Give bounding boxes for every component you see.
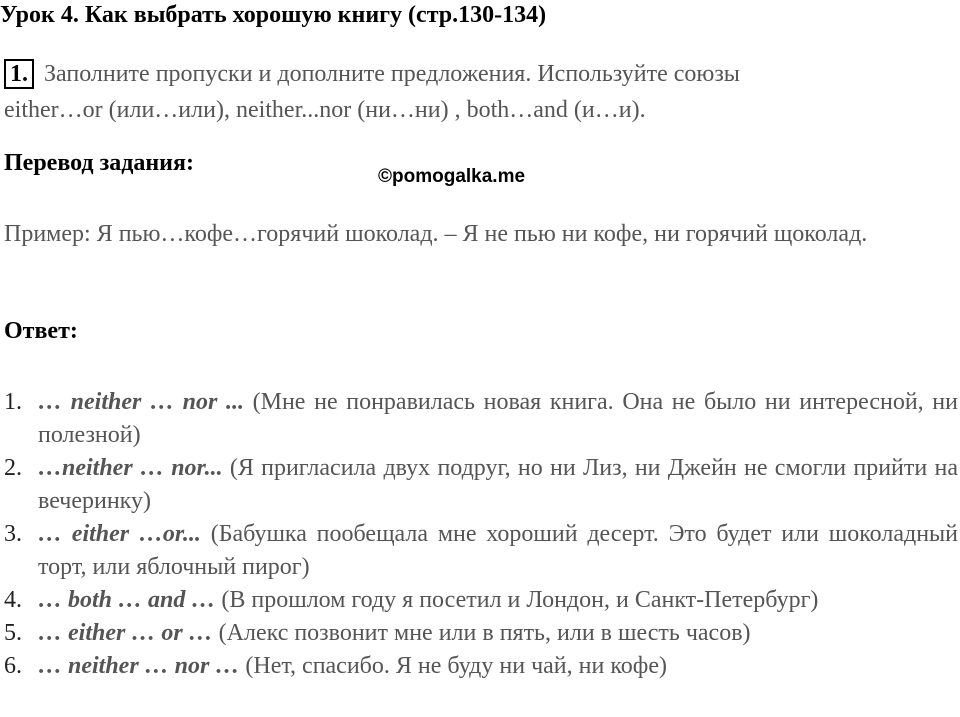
answer-key: … either … or … [38,620,213,646]
page-title: Урок 4. Как выбрать хорошую книгу (стр.130-134) [0,2,547,28]
example-text: Пример: Я пью…кофе…горячий шоколад. – Я не пью ни кофе, ни горячий щоколад. [4,221,868,247]
translation-heading: Перевод задания: [4,150,194,176]
watermark: ©pomogalka.me [378,166,526,187]
answer-number: 4. [4,587,22,613]
task-line-1 [4,56,954,92]
answer-item [4,584,958,617]
answer-item [4,617,958,650]
answer-explanation: (Мне не понравилась новая книга. Она не было ни интересной, ни полезной) [38,389,958,448]
answer-item [4,452,958,518]
answer-number: 3. [4,521,22,547]
answer-list [4,386,958,683]
answer-key: …neither … nor... [38,455,223,481]
answer-item [4,518,958,584]
answer-item [4,650,958,683]
answer-explanation: (Бабушка пообещала мне хороший десерт. Это будет или шоколадный торт, или яблочный пирог) [38,521,959,580]
answer-item [4,386,958,452]
task-number-badge: 1. [4,59,34,89]
answer-number: 2. [4,455,22,481]
answer-number: 6. [4,653,22,679]
answer-key: … neither … nor … [38,653,240,679]
answer-key: … neither … nor ... [38,389,244,415]
answer-key: … either …or... [38,521,201,547]
answer-number: 1. [4,389,22,415]
answer-explanation: (Алекс позвонит мне или в пять, или в шесть часов) [212,620,751,646]
task-text-line-2: either…or (или…или), neither...nor (ни…ни) , both…and (и…и). [4,97,646,123]
task-text-line-1: Заполните пропуски и дополните предложения. Используйте союзы [44,61,740,87]
answer-explanation: (В прошлом году я посетил и Лондон, и Санкт-Петербург) [215,587,819,613]
answer-number: 5. [4,620,22,646]
answer-explanation: (Я пригласила двух подруг, но ни Лиз, ни Джейн не смогли прийти на вечеринку) [38,455,958,514]
answer-heading: Ответ: [4,318,78,344]
task-instructions [4,56,954,128]
answer-explanation: (Нет, спасибо. Я не буду ни чай, ни кофе) [239,653,667,679]
answer-key: … both … and … [38,587,216,613]
